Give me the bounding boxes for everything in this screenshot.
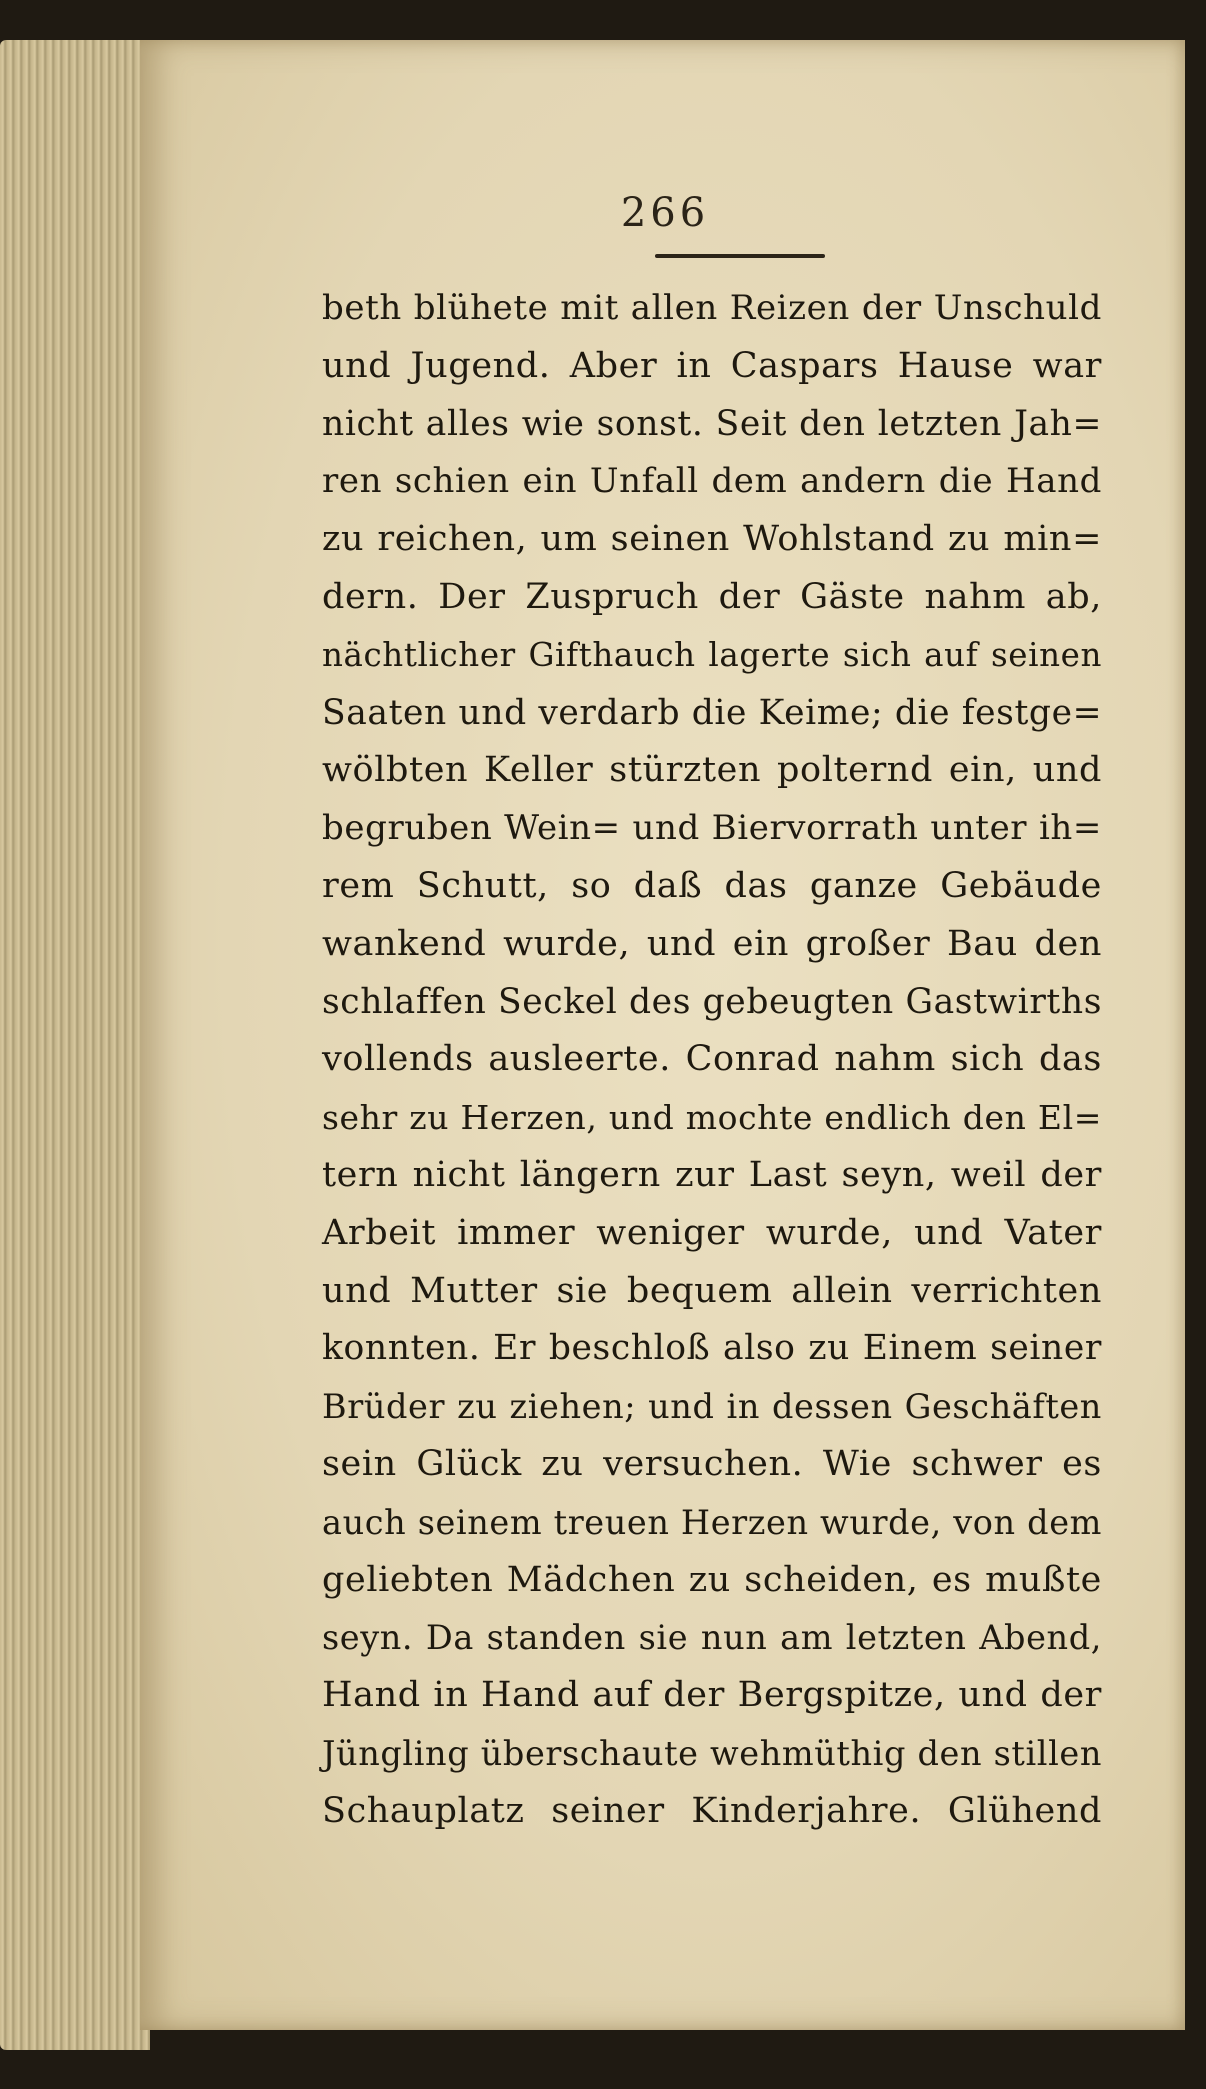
text-line: dern. Der Zuspruch der Gäste nahm ab,: [322, 576, 1102, 617]
text-line: sein Glück zu versuchen. Wie schwer es: [322, 1443, 1102, 1484]
text-line: Schauplatz seiner Kinderjahre. Glühend: [322, 1790, 1102, 1831]
text-line: nächtlicher Gifthauch lagerte sich auf seinen: [322, 635, 1102, 674]
text-line: rem Schutt, so daß das ganze Gebäude: [322, 865, 1102, 906]
text-line: Jüngling überschaute wehmüthig den stillen: [322, 1733, 1102, 1773]
text-line: Brüder zu ziehen; und in dessen Geschäften: [322, 1387, 1102, 1427]
text-line: Hand in Hand auf der Bergspitze, und der: [322, 1675, 1102, 1716]
text-line: seyn. Da standen sie nun am letzten Abend,: [322, 1618, 1102, 1658]
text-line: schlaffen Seckel des gebeugten Gastwirths: [322, 981, 1102, 1022]
text-line: und Jugend. Aber in Caspars Hause war: [322, 345, 1102, 386]
text-line: sehr zu Herzen, und mochte endlich den El=: [322, 1098, 1102, 1138]
text-line: wankend wurde, und ein großer Bau den: [322, 923, 1102, 964]
text-line: zu reichen, um seinen Wohlstand zu min=: [322, 519, 1102, 560]
text-line: nicht alles wie sonst. Seit den letzten Jah=: [322, 403, 1102, 444]
text-line: geliebten Mädchen zu scheiden, es mußte: [322, 1559, 1102, 1600]
header-rule: [655, 254, 825, 258]
text-line: wölbten Keller stürzten polternd ein, und: [322, 750, 1102, 791]
text-line: und Mutter sie bequem allein verrichten: [322, 1270, 1102, 1311]
text-line: tern nicht längern zur Last seyn, weil der: [322, 1154, 1102, 1195]
text-line: Arbeit immer weniger wurde, und Vater: [322, 1212, 1102, 1253]
text-line: konnten. Er beschloß also zu Einem seiner: [322, 1328, 1102, 1369]
text-line: auch seinem treuen Herzen wurde, von dem: [322, 1502, 1102, 1542]
text-line: begruben Wein= und Biervorrath unter ih=: [322, 808, 1102, 849]
body-text: [322, 280, 1102, 1841]
text-line: Saaten und verdarb die Keime; die festge=: [322, 692, 1103, 733]
page-number: 266: [620, 190, 710, 236]
text-line: vollends ausleerte. Conrad nahm sich das: [322, 1039, 1102, 1080]
text-line: beth blühete mit allen Reizen der Unschuld: [322, 288, 1102, 328]
text-line: ren schien ein Unfall dem andern die Hand: [322, 461, 1102, 502]
page-edges: [0, 40, 150, 2050]
